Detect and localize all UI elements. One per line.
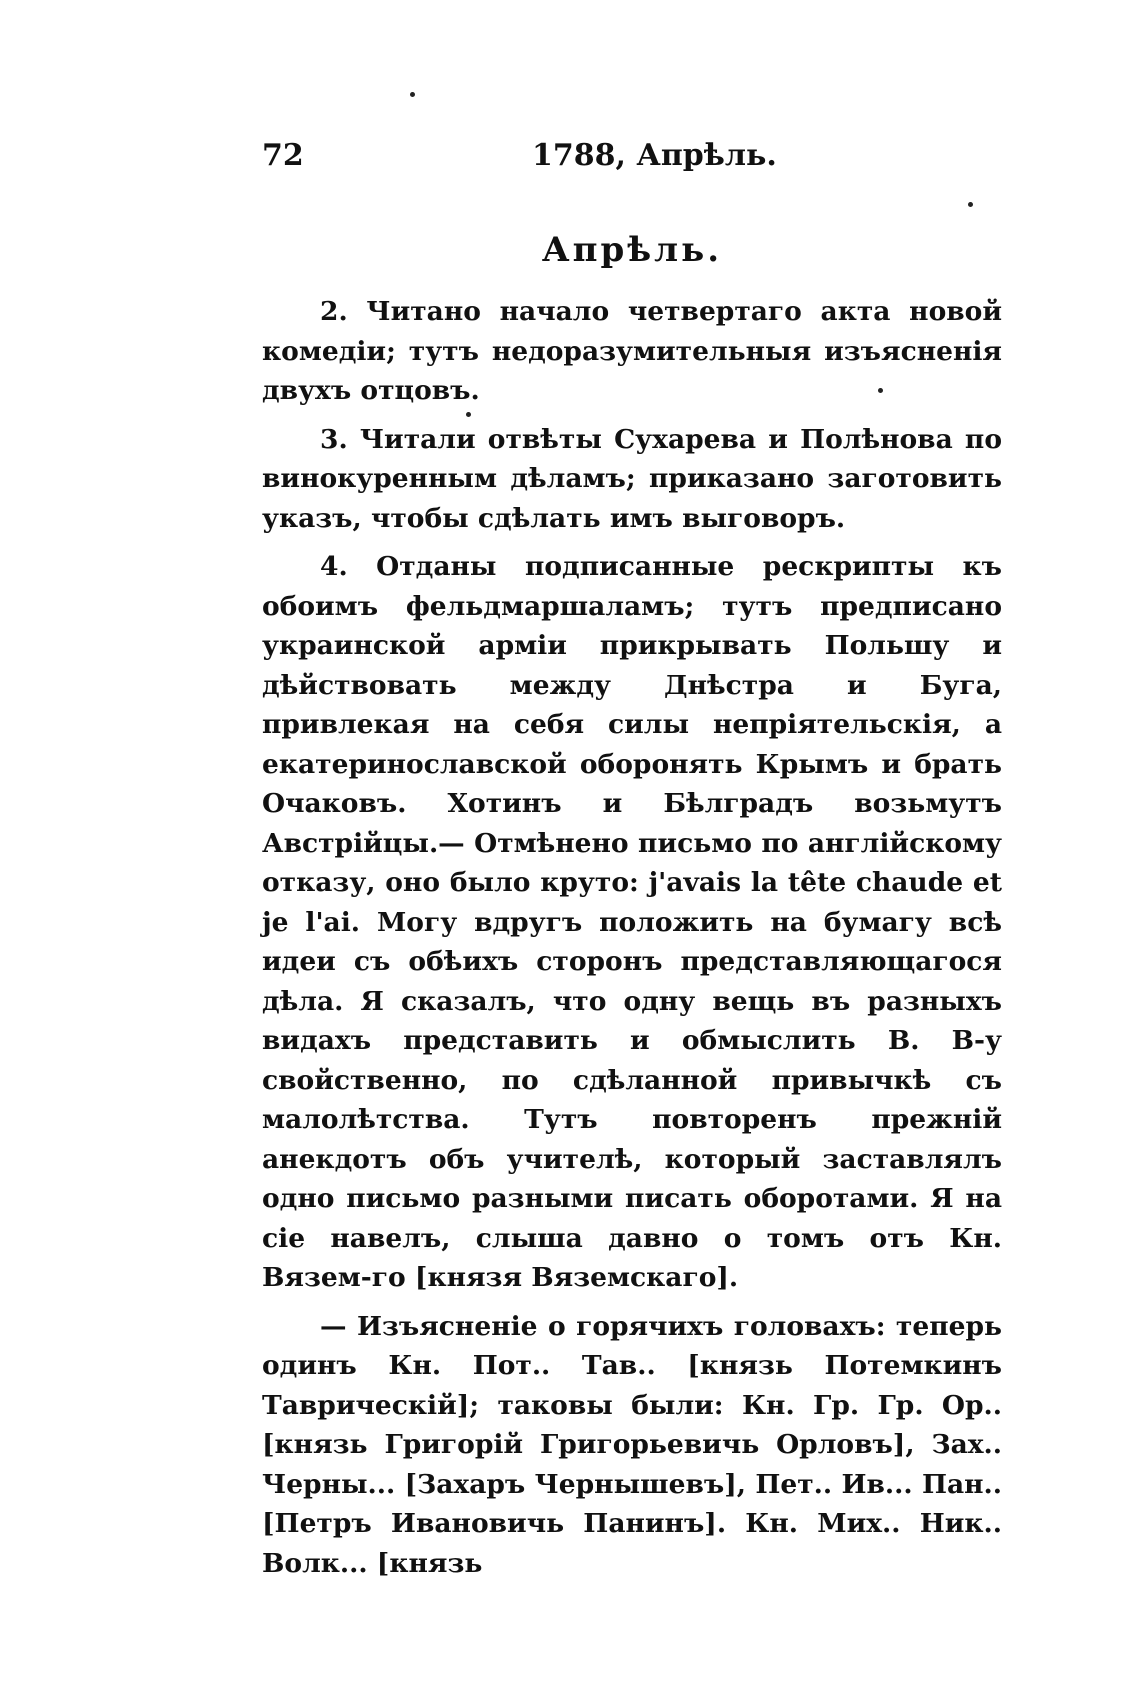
paragraph-hot-heads: — Изъясненіе о горячихъ головахъ: теперь одинъ Кн. Пот.. Тав.. [князь Потемкинъ Таврическій]; таковы были: Кн. Гр. Гр. Ор.. [князь Григорій Григорьевичь Орловъ], Зах.. Черны... [Захаръ Чернышевъ], Пет.. Ив... Пан.. [Петръ Ивановичь Панинъ]. Кн. Мих.. Ник.. Волк... [князь (262, 1310, 1002, 1579)
page-header (262, 138, 1002, 178)
paragraph-entry-4: 4. Отданы подписанные рескрипты къ обоимъ фельдмаршаламъ; тутъ предписано украинской арміи прикрывать Польшу и дѣйствовать между Днѣстра и Буга, привлекая на себя силы непріятельскія, а екатеринославской оборонять Крымъ и брать Очаковъ. Хотинъ и Бѣлградъ возьмутъ Австрійцы.— Отмѣнено письмо по англійскому отказу, оно было круто: j'avais la tête chaude et je l'ai. Могу вдругъ положить на бумагу всѣ идеи съ обѣихъ сторонъ представляющагося дѣла. Я сказалъ, что одну вещь въ разныхъ видахъ представить и обмыслить В. В-у свойственно, по сдѣланной привычкѣ съ малолѣтства. Тутъ повторенъ прежній анекдотъ объ учителѣ, который заставлялъ одно письмо разными писать оборотами. Я на сіе навелъ, слыша давно о томъ отъ Кн. Вязем-го [князя Вяземскаго]. (262, 551, 1002, 1293)
page-number: 72 (262, 138, 304, 173)
running-title: 1788, Апрѣль. (532, 138, 777, 173)
paragraph-entry-3: 3. Читали отвѣты Сухарева и Полѣнова по винокуренным дѣламъ; приказано заготовить указъ, чтобы сдѣлать имъ выговоръ. (262, 423, 1002, 534)
speck (968, 202, 973, 207)
speck (410, 92, 415, 97)
section-title: Апрѣль. (541, 230, 723, 270)
body-text (262, 292, 1002, 1592)
paragraph-entry-2: 2. Читано начало четвертаго акта новой комедіи; тутъ недоразумительныя изъясненія двухъ отцовъ. (262, 296, 1002, 406)
